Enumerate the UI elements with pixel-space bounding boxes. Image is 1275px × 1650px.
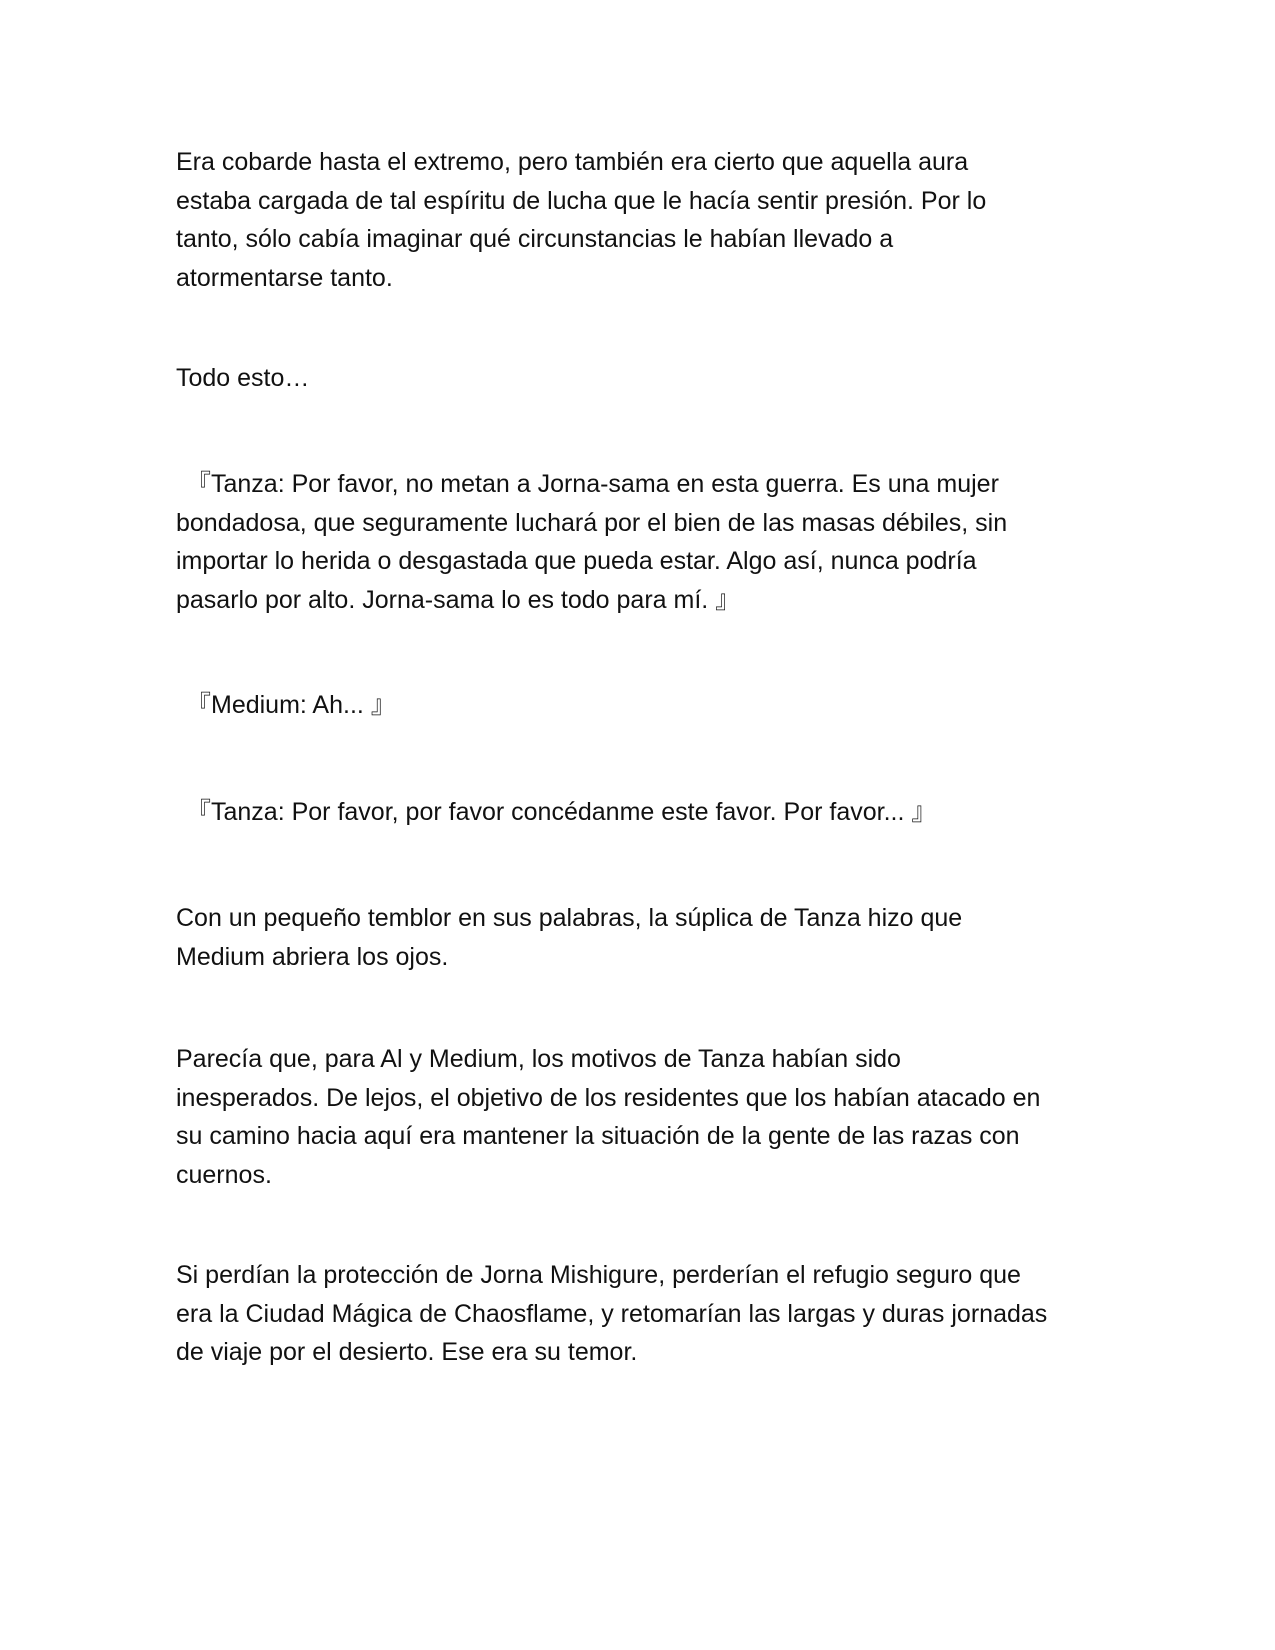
text-line: Si perdían la protección de Jorna Mishigure, perderían el refugio seguro que — [176, 1261, 1021, 1289]
paragraph-todo-esto — [176, 359, 1116, 398]
text-line: de viaje por el desierto. Ese era su temor. — [176, 1338, 638, 1366]
text-line: 『Tanza: Por favor, no metan a Jorna-sama en esta guerra. Es una mujer — [186, 470, 999, 498]
text-line: cuernos. — [176, 1160, 272, 1189]
text-line: Parecía que, para Al y Medium, los motivos de Tanza habían sido — [176, 1045, 901, 1073]
text-line: pasarlo por alto. Jorna-sama lo es todo para mí. 』 — [176, 585, 741, 614]
paragraph-fear — [176, 1256, 1116, 1372]
text-line: Era cobarde hasta el extremo, pero también era cierto que aquella aura — [176, 148, 969, 176]
text-line: 『Medium: Ah... 』 — [186, 691, 396, 719]
text-line: tanto, sólo cabía imaginar qué circunstancias le habían llevado a — [176, 225, 894, 253]
paragraph-tremor — [176, 899, 1116, 976]
paragraph-motives — [176, 1040, 1116, 1194]
text-line: estaba cargada de tal espíritu de lucha que le hacía sentir presión. Por lo — [176, 186, 987, 215]
text-line: era la Ciudad Mágica de Chaosflame, y retomarían las largas y duras jornadas — [176, 1299, 1048, 1328]
text-line: inesperados. De lejos, el objetivo de los residentes que los habían atacado en — [176, 1083, 1041, 1112]
text-line: su camino hacia aquí era mantener la situación de la gente de las razas con — [176, 1122, 1020, 1150]
paragraph-cowardice — [176, 143, 1116, 297]
text-line: atormentarse tanto. — [176, 263, 393, 292]
text-line: importar lo herida o desgastada que pueda estar. Algo así, nunca podría — [176, 547, 977, 575]
text-line: Todo esto… — [176, 364, 310, 392]
text-line: Medium abriera los ojos. — [176, 942, 449, 971]
text-line: 『Tanza: Por favor, por favor concédanme este favor. Por favor... 』 — [186, 798, 937, 826]
dialogue-tanza-favor — [176, 793, 1116, 832]
text-line: bondadosa, que seguramente luchará por el bien de las masas débiles, sin — [176, 508, 1008, 537]
dialogue-tanza-plea — [176, 465, 1116, 619]
text-line: Con un pequeño temblor en sus palabras, la súplica de Tanza hizo que — [176, 904, 963, 932]
dialogue-medium — [176, 686, 1116, 725]
